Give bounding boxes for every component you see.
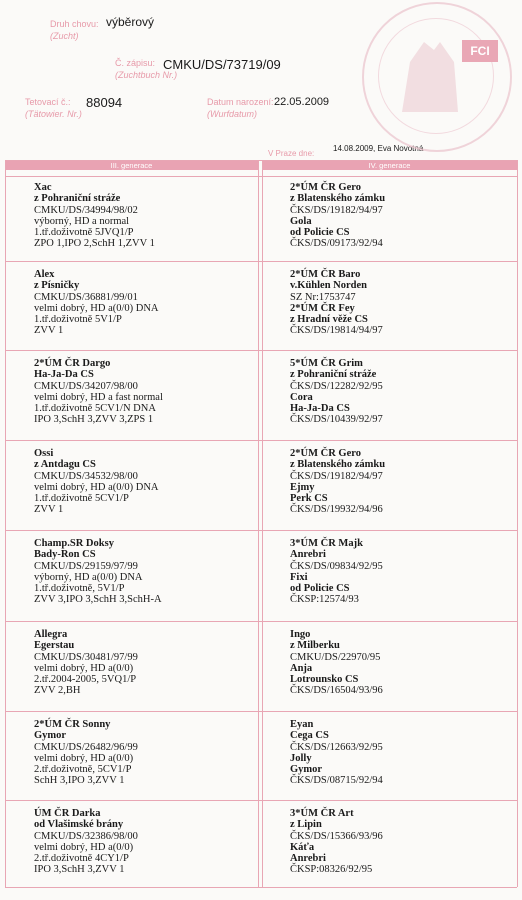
gen4-pair-6: Ingo z Milberku CMKU/DS/22970/95 Anja Lotrounsko CS ČKS/DS/16504/93/96 xyxy=(290,629,383,697)
birth-label-de: (Wurfdatum) xyxy=(207,109,258,119)
gen4-pair-5: 3*ÚM ČR Majk Anrebri ČKS/DS/09834/92/95 Fixi od Policie CS ČKSP:12574/93 xyxy=(290,538,383,606)
gen3-dog-4: Ossi z Antdagu CS CMKU/DS/34532/98/00 velmi dobrý, HD a(0/0) DNA 1.tř.doživotně 5CV1/P ZVV 1 xyxy=(34,448,159,516)
fci-logo-badge: FCI xyxy=(462,40,498,62)
studbook-value: CMKU/DS/73719/09 xyxy=(163,57,281,72)
breed-label: Druh chovu: xyxy=(50,19,99,29)
breed-label-de: (Zucht) xyxy=(50,31,79,41)
birth-value: 22.05.2009 xyxy=(274,96,330,108)
gen4-pair-7: Eyan Cega CS ČKS/DS/12663/92/95 Jolly Gymor ČKS/DS/08715/92/94 xyxy=(290,719,383,787)
tattoo-label: Tetovací č.: xyxy=(25,97,71,107)
studbook-label-de: (Zuchtbuch Nr.) xyxy=(115,70,178,80)
gen4-pair-4: 2*ÚM ČR Gero z Blatenského zámku ČKS/DS/19182/94/97 Ejmy Perk CS ČKS/DS/19932/94/96 xyxy=(290,448,386,516)
gen3-dog-5: Champ.SR Doksy Bady-Ron CS CMKU/DS/29159/97/99 výborný, HD a(0/0) DNA 1.tř.doživotně, 5V1/P ZVV 3,IPO 3,SchH 3,SchH-A xyxy=(34,538,162,606)
studbook-label: Č. zápisu: xyxy=(115,58,156,68)
tattoo-label-de: (Tätowier. Nr.) xyxy=(25,109,82,119)
place-value: 14.08.2009, Eva Novotná xyxy=(333,144,424,153)
gen3-dog-6: Allegra Egerstau CMKU/DS/30481/97/99 velmi dobrý, HD a(0/0) 2.tř.2004-2005, 5VQ1/P ZVV 2,BH xyxy=(34,629,138,697)
place-label: V Praze dne: xyxy=(268,149,315,158)
birth-label: Datum narození: xyxy=(207,97,274,107)
gen4-pair-8: 3*ÚM ČR Art z Lipin ČKS/DS/15366/93/96 Káťa Anrebri ČKSP:08326/92/95 xyxy=(290,808,383,876)
gen4-pair-1: 2*ÚM ČR Gero z Blatenského zámku ČKS/DS/19182/94/97 Gola od Policie CS ČKS/DS/09173/92/94 xyxy=(290,182,386,250)
gen3-dog-7: 2*ÚM ČR Sonny Gymor CMKU/DS/26482/96/99 velmi dobrý, HD a(0/0) 2.tř.doživotně, 5CV1/P SchH 3,IPO 3,ZVV 1 xyxy=(34,719,138,787)
gen3-dog-1: Xac z Pohraniční stráže CMKU/DS/34994/98/02 výborný, HD a normal 1.tř.doživotně 5JVQ1/P ZPO 1,IPO 2,SchH 1,ZVV 1 xyxy=(34,182,155,250)
gen3-header: III. generace xyxy=(5,161,258,170)
gen4-pair-2: 2*ÚM ČR Baro v.Kühlen Norden SZ Nr:1753747 2*ÚM ČR Fey z Hradní věže CS ČKS/DS/19814/94/97 xyxy=(290,269,383,337)
gen3-dog-3: 2*ÚM ČR Dargo Ha-Ja-Da CS CMKU/DS/34207/98/00 velmi dobrý, HD a fast normal 1.tř.doživotně 5CV1/N DNA IPO 3,SchH 3,ZVV 3,ZPS 1 xyxy=(34,358,163,426)
gen3-dog-2: Alex z Písničky CMKU/DS/36881/99/01 velmi dobrý, HD a(0/0) DNA 1.tř.doživotně 5V1/P ZVV 1 xyxy=(34,269,159,337)
breed-value: výběrový xyxy=(106,15,155,29)
gen3-dog-8: ÚM ČR Darka od Vlašimské brány CMKU/DS/32386/98/00 velmi dobrý, HD a(0/0) 2.tř.doživotně 4CY1/P IPO 3,SchH 3,ZVV 1 xyxy=(34,808,138,876)
gen4-pair-3: 5*ÚM ČR Grim z Pohraniční stráže ČKS/DS/12282/92/95 Cora Ha-Ja-Da CS ČKS/DS/10439/92/97 xyxy=(290,358,383,426)
fci-seal-logo xyxy=(362,2,512,152)
tattoo-value: 88094 xyxy=(86,95,123,110)
gen4-header: IV. generace xyxy=(262,161,517,170)
